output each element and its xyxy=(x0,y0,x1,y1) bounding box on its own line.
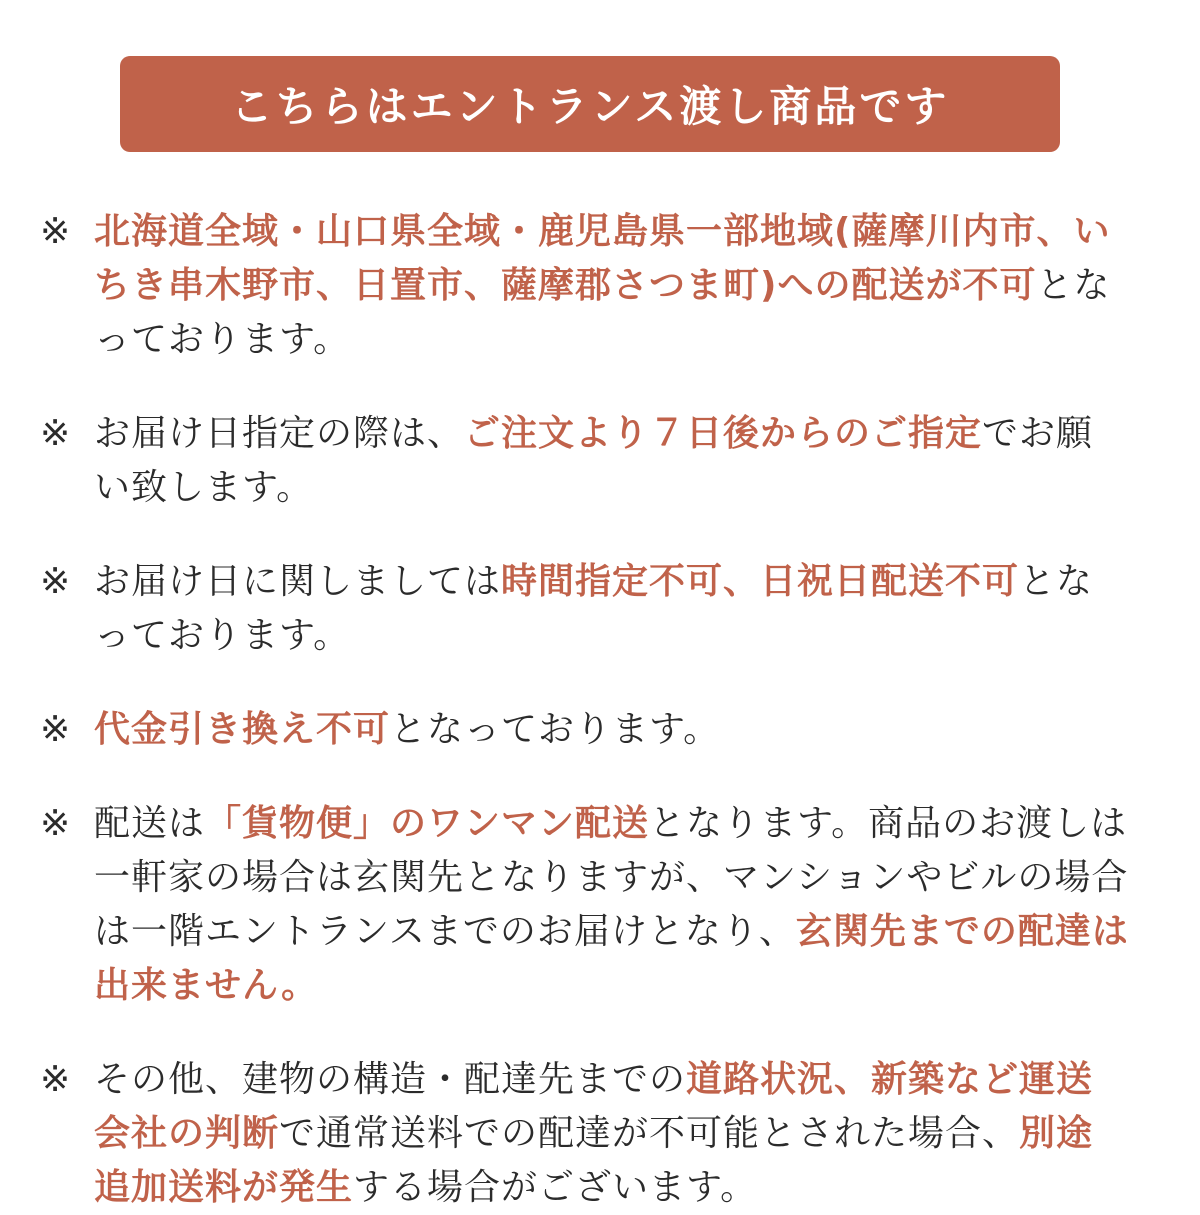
note-item xyxy=(40,555,1130,663)
note-plain: お届け日指定の際は、 xyxy=(94,413,465,454)
note-text xyxy=(94,1053,1130,1215)
note-plain: となっております。 xyxy=(390,709,721,750)
note-text xyxy=(94,703,1130,757)
note-text xyxy=(94,407,1130,515)
note-highlight: 道路状況、新築など運送会社の判断 xyxy=(94,1059,1094,1154)
note-plain: で通常送料での配達が不可能とされた場合、 xyxy=(279,1113,1020,1154)
note-mark: ※ xyxy=(40,211,71,252)
note-item xyxy=(40,407,1130,515)
note-text xyxy=(94,555,1130,663)
note-item xyxy=(40,205,1130,367)
note-plain: その他、建物の構造・配達先までの xyxy=(94,1059,687,1100)
note-plain: 配送は xyxy=(94,803,206,844)
note-item xyxy=(40,1053,1130,1215)
note-mark: ※ xyxy=(40,803,71,844)
note-highlight: 別途追加送料が発生 xyxy=(94,1113,1094,1208)
note-item xyxy=(40,703,1130,757)
note-text xyxy=(94,797,1130,1013)
note-text xyxy=(94,205,1130,367)
note-mark: ※ xyxy=(40,709,71,750)
note-highlight: ご注文より７日後からのご指定 xyxy=(464,413,983,454)
entrance-delivery-banner xyxy=(120,56,1060,152)
note-mark: ※ xyxy=(40,1059,71,1100)
note-plain: でお願い致します。 xyxy=(94,413,1094,508)
notes-list xyxy=(40,205,1130,1215)
note-plain: となっております。 xyxy=(94,561,1094,656)
banner-title: こちらはエントランス渡し商品です xyxy=(230,82,950,131)
note-item xyxy=(40,797,1130,1013)
note-highlight: 北海道全域・山口県全域・鹿児島県一部地域(薩摩川内市、いちき串木野市、日置市、薩摩郡さつま町)への xyxy=(94,211,1111,306)
note-plain: する場合がございます。 xyxy=(353,1167,758,1208)
note-mark: ※ xyxy=(40,561,71,602)
note-plain: となっております。 xyxy=(94,265,1111,360)
note-highlight: 配送が不可 xyxy=(851,265,1037,306)
note-highlight: 代金引き換え不可 xyxy=(94,709,391,750)
note-plain: となります。商品のお渡しは一軒家の場合は玄関先となりますが、マンションやビルの場合は一階エントランスまでのお届けとなり、 xyxy=(94,803,1129,952)
note-highlight: 玄関先までの配達は出来ません。 xyxy=(94,911,1129,1006)
note-mark: ※ xyxy=(40,413,71,454)
note-highlight: 時間指定不可、日祝日配送不可 xyxy=(501,561,1020,602)
note-highlight: 「貨物便」のワンマン配送 xyxy=(205,803,650,844)
note-plain: お届け日に関しましては xyxy=(94,561,502,602)
